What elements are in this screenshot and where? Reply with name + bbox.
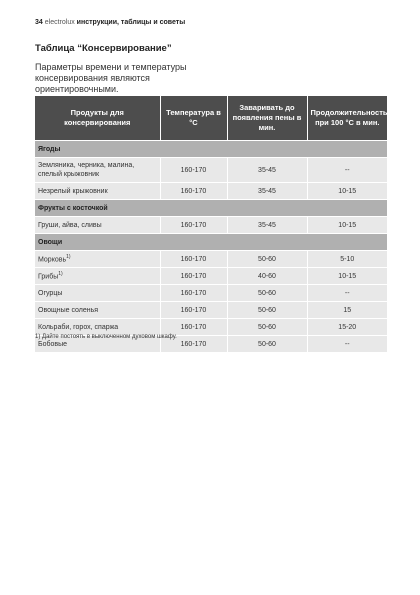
category-row: [35, 141, 387, 158]
product-cell: Земляника, черника, малина, спелый крыжовник: [35, 158, 160, 183]
table-row: [35, 285, 387, 302]
duration-cell: 10-15: [307, 268, 387, 285]
product-cell: Огурцы: [35, 285, 160, 302]
category-row: [35, 200, 387, 217]
temperature-cell: 160-170: [160, 302, 227, 319]
table-row: [35, 183, 387, 200]
table-row: [35, 319, 387, 336]
duration-cell: --: [307, 285, 387, 302]
page-header: [35, 19, 185, 26]
foam-time-cell: 50-60: [227, 319, 307, 336]
foam-time-cell: 35-45: [227, 183, 307, 200]
foam-time-cell: 50-60: [227, 302, 307, 319]
product-cell: Бобовые: [35, 336, 160, 353]
category-row: [35, 234, 387, 251]
footnote-marker: 1): [66, 254, 71, 261]
column-header-duration: Продолжительность при 100 °C в мин.: [307, 96, 387, 141]
foam-time-cell: 35-45: [227, 217, 307, 234]
product-cell: Кольраби, горох, спаржа: [35, 319, 160, 336]
table-header-row: [35, 96, 387, 141]
temperature-cell: 160-170: [160, 285, 227, 302]
footnote-marker: 1): [58, 271, 63, 278]
category-label: Фрукты с косточкой: [35, 200, 387, 217]
product-cell: Груши, айва, сливы: [35, 217, 160, 234]
temperature-cell: 160-170: [160, 336, 227, 353]
product-name: Грибы: [38, 273, 59, 281]
intro-text: Параметры времени и температуры консервирования являются ориентировочными.: [35, 62, 187, 94]
table-row: [35, 158, 387, 183]
duration-cell: 5-10: [307, 251, 387, 268]
product-cell: [35, 251, 160, 268]
product-cell: Овощные соленья: [35, 302, 160, 319]
column-header-foam-time: Заваривать до появления пены в мин.: [227, 96, 307, 141]
foam-time-cell: 50-60: [227, 251, 307, 268]
duration-cell: 10-15: [307, 183, 387, 200]
table-row: [35, 217, 387, 234]
table-title: Таблица “Консервирование”: [35, 43, 172, 54]
duration-cell: --: [307, 158, 387, 183]
canning-table: [35, 96, 387, 352]
category-label: Овощи: [35, 234, 387, 251]
foam-time-cell: 35-45: [227, 158, 307, 183]
temperature-cell: 160-170: [160, 183, 227, 200]
brand-name: electrolux: [44, 19, 75, 26]
table-row: [35, 302, 387, 319]
column-header-temperature: Температура в °C: [160, 96, 227, 141]
table-row: [35, 268, 387, 285]
temperature-cell: 160-170: [160, 268, 227, 285]
product-name: Морковь: [38, 256, 67, 264]
page-number: 34: [35, 19, 43, 26]
category-label: Ягоды: [35, 141, 387, 158]
duration-cell: 15: [307, 302, 387, 319]
foam-time-cell: 50-60: [227, 285, 307, 302]
footnote: 1) Дайте постоять в выключенном духовом шкафу.: [35, 334, 177, 340]
temperature-cell: 160-170: [160, 158, 227, 183]
duration-cell: --: [307, 336, 387, 353]
product-cell: [35, 268, 160, 285]
temperature-cell: 160-170: [160, 251, 227, 268]
foam-time-cell: 50-60: [227, 336, 307, 353]
temperature-cell: 160-170: [160, 319, 227, 336]
column-header-product: Продукты для консервирования: [35, 96, 160, 141]
product-cell: Незрелый крыжовник: [35, 183, 160, 200]
duration-cell: 10-15: [307, 217, 387, 234]
foam-time-cell: 40-60: [227, 268, 307, 285]
temperature-cell: 160-170: [160, 217, 227, 234]
table-row: [35, 251, 387, 268]
section-title: инструкции, таблицы и советы: [76, 19, 186, 26]
duration-cell: 15-20: [307, 319, 387, 336]
